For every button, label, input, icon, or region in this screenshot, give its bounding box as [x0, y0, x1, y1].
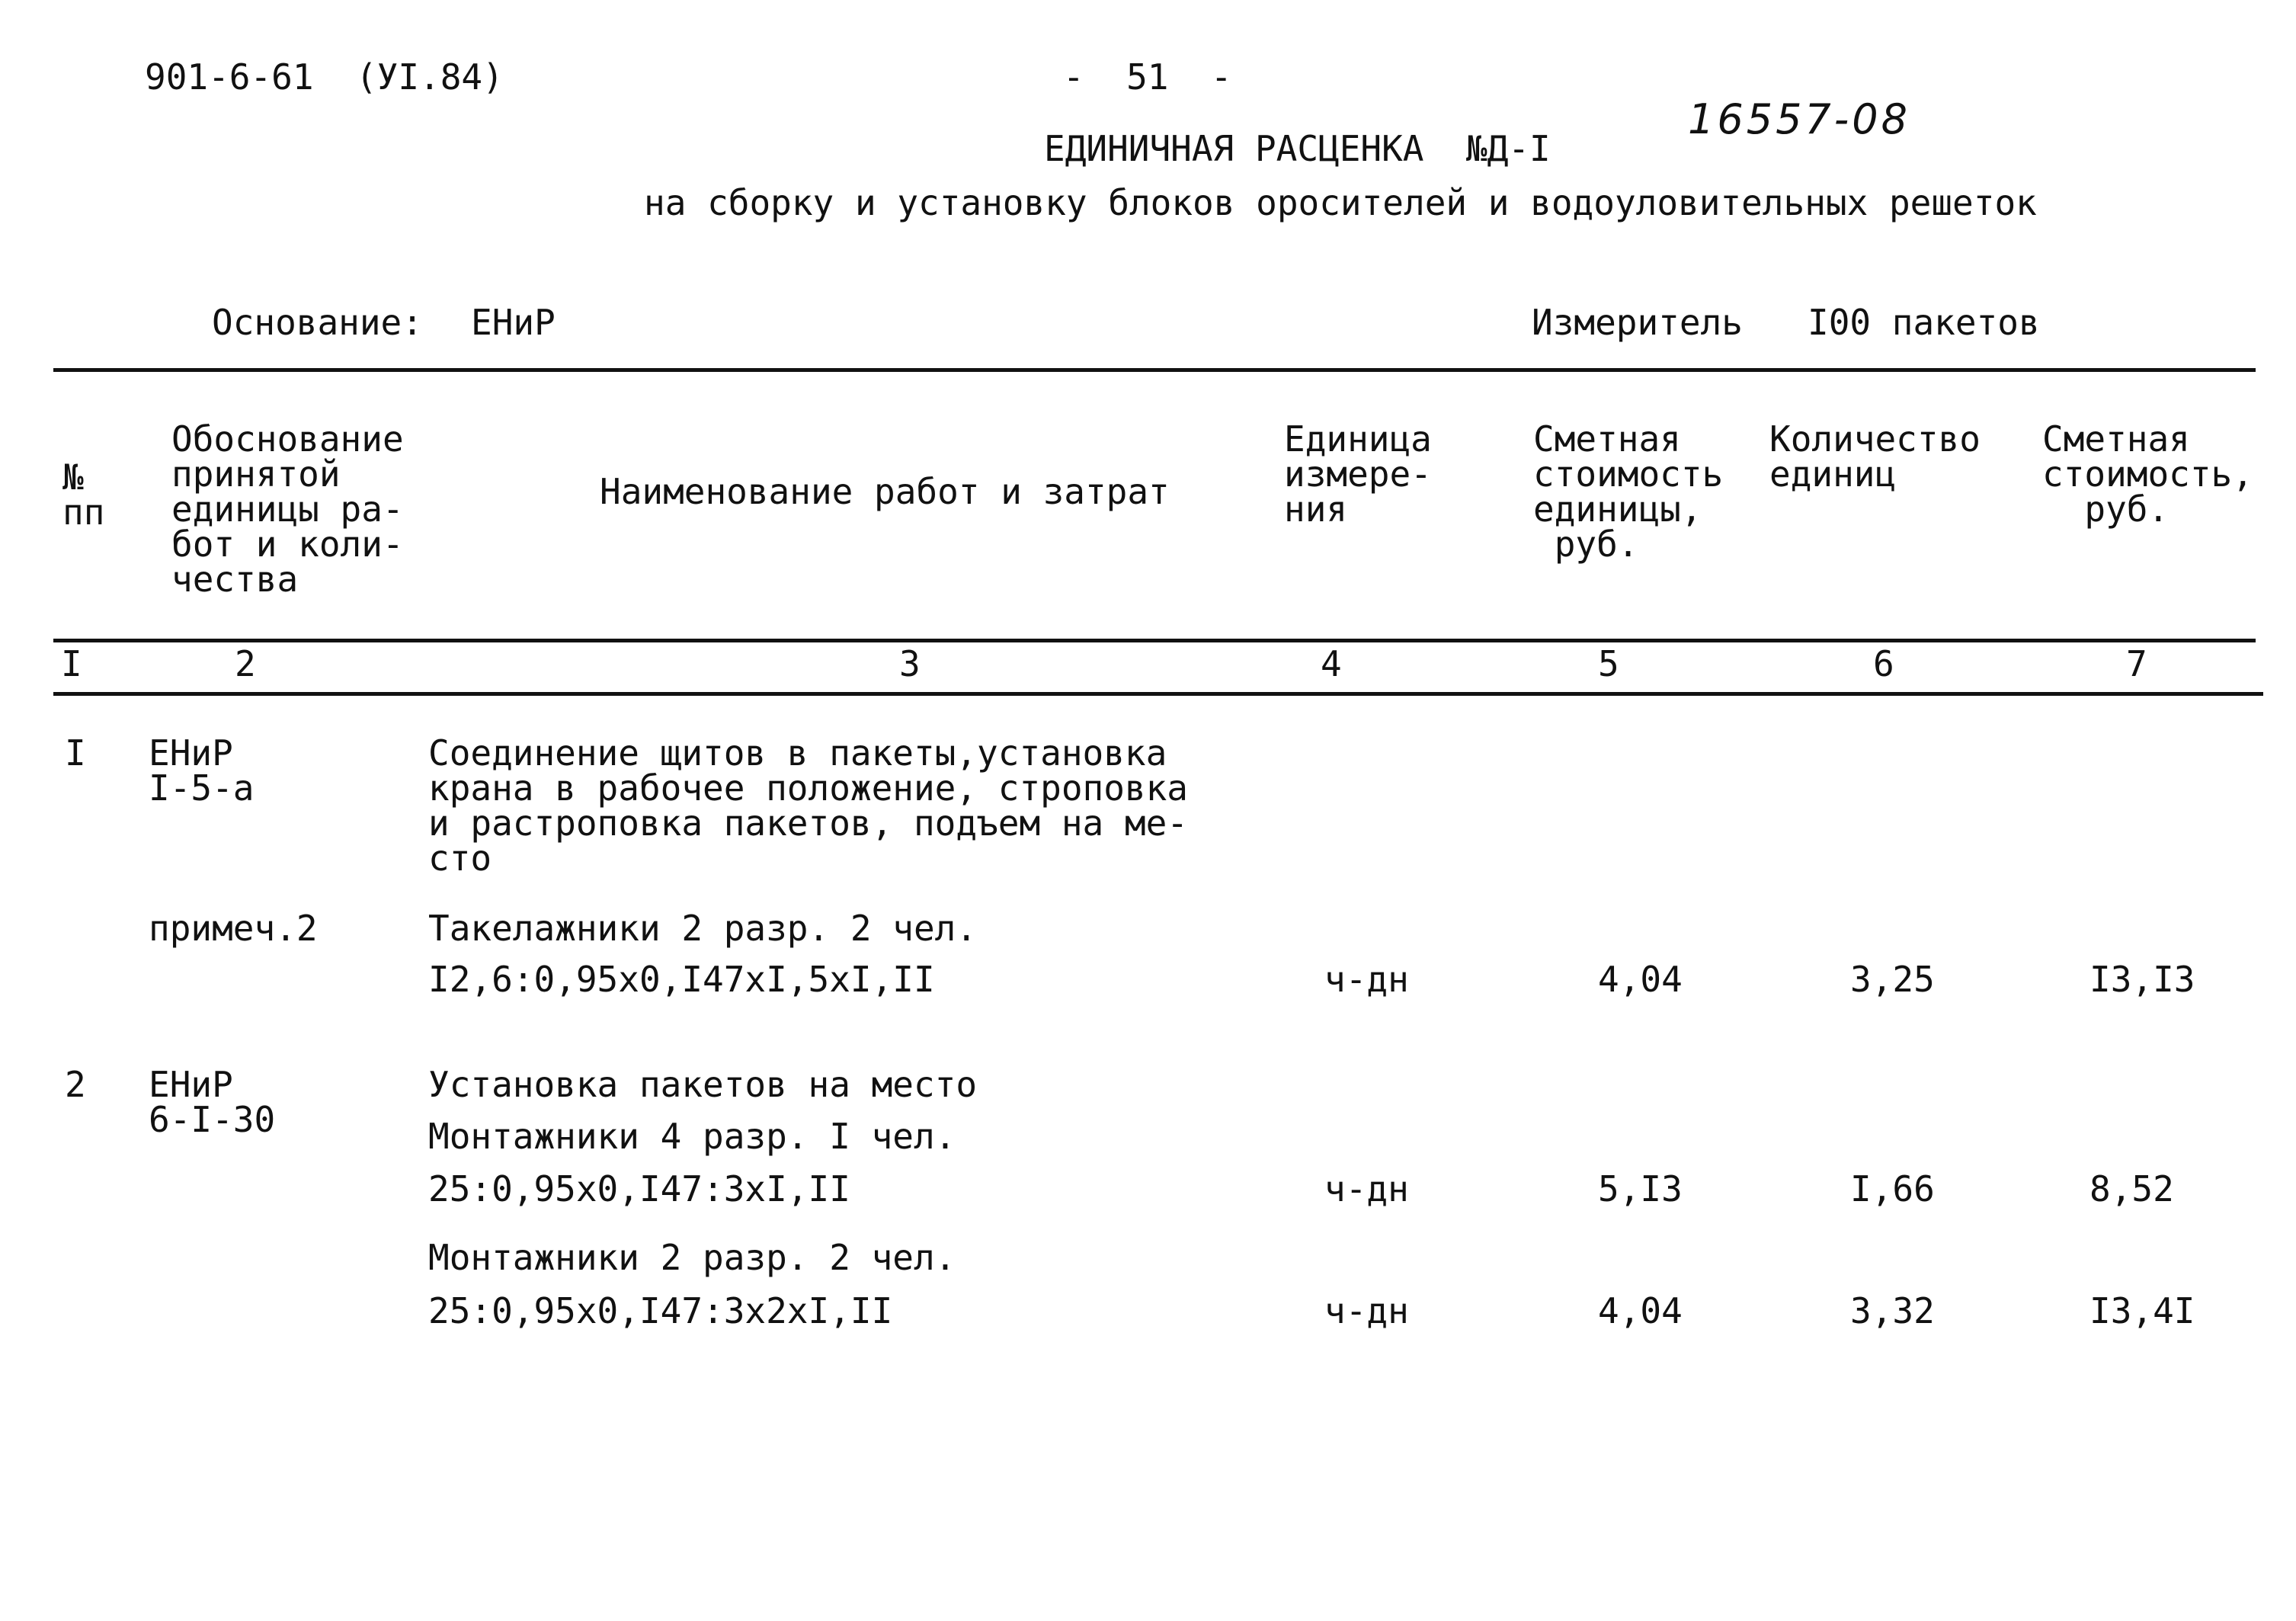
row1-formula: I2,6:0,95х0,I47хI,5хI,II: [428, 959, 935, 1000]
row2-total2: I3,4I: [2089, 1290, 2195, 1331]
row1-number: I: [65, 732, 86, 774]
row2-unit1: ч-дн: [1324, 1168, 1409, 1209]
row2-formula2: 25:0,95х0,I47:3х2хI,II: [428, 1290, 893, 1331]
header-col5: Сметная стоимость единицы, руб.: [1533, 418, 1724, 565]
col-number-7: 7: [2126, 643, 2147, 684]
col-number-6: 6: [1873, 643, 1894, 684]
row2-unit-cost2: 4,04: [1598, 1290, 1683, 1331]
header-col2: Обоснование принятой единицы ра- бот и коли- чества: [171, 418, 404, 600]
document-title: ЕДИНИЧНАЯ РАСЦЕНКА №Д-I: [1044, 128, 1551, 169]
basis-value: ЕНиР: [471, 302, 556, 343]
colnum-bottom-rule: [53, 692, 2263, 696]
document-subtitle: на сборку и установку блоков оросителей и водоуловительных решеток: [644, 182, 2037, 223]
handwritten-number: 16557-08: [1688, 95, 1910, 143]
basis-label: Основание:: [212, 302, 423, 343]
row2-basis: ЕНиР 6-I-30: [149, 1064, 276, 1140]
row1-description: Соединение щитов в пакеты,установка крана в рабочее положение, строповка и растроповка пакетов, подъем на ме- сто: [428, 732, 1188, 879]
row2-worker2: Монтажники 2 разр. 2 чел.: [428, 1237, 956, 1278]
col-number-3: 3: [899, 643, 921, 684]
col-number-1: I: [61, 643, 82, 684]
header-bottom-rule: [53, 639, 2256, 642]
row2-quantity1: I,66: [1850, 1168, 1935, 1209]
table-top-rule: [53, 368, 2256, 372]
col-number-4: 4: [1321, 643, 1342, 684]
header-col7: Сметная стоимость, руб.: [2042, 418, 2253, 530]
meter-label: Измеритель: [1532, 302, 1743, 343]
row2-unit2: ч-дн: [1324, 1290, 1409, 1331]
meter-value: I00 пакетов: [1808, 302, 2040, 343]
col-number-2: 2: [235, 643, 256, 684]
header-col6: Количество единиц: [1769, 418, 1981, 495]
row2-worker1: Монтажники 4 разр. I чел.: [428, 1116, 956, 1157]
row1-basis: ЕНиР I-5-а: [149, 732, 255, 809]
row1-quantity: 3,25: [1850, 959, 1935, 1000]
row1-worker: Такелажники 2 разр. 2 чел.: [428, 908, 978, 949]
row1-total: I3,I3: [2089, 959, 2195, 1000]
header-col4: Единица измере- ния: [1284, 418, 1432, 530]
doc-code: 901-6-61 (УI.84): [145, 56, 504, 98]
row1-unit-cost: 4,04: [1598, 959, 1683, 1000]
header-col3: Наименование работ и затрат: [600, 471, 1170, 512]
col-number-5: 5: [1598, 643, 1619, 684]
page-number: - 51 -: [1063, 56, 1232, 98]
row2-description: Установка пакетов на место: [428, 1064, 978, 1105]
header-col1: № пп: [62, 457, 105, 533]
row1-unit: ч-дн: [1324, 959, 1409, 1000]
row2-total1: 8,52: [2089, 1168, 2174, 1209]
row1-note: примеч.2: [149, 908, 318, 949]
row2-unit-cost1: 5,I3: [1598, 1168, 1683, 1209]
row2-formula1: 25:0,95х0,I47:3хI,II: [428, 1168, 850, 1209]
row2-number: 2: [65, 1064, 86, 1105]
row2-quantity2: 3,32: [1850, 1290, 1935, 1331]
